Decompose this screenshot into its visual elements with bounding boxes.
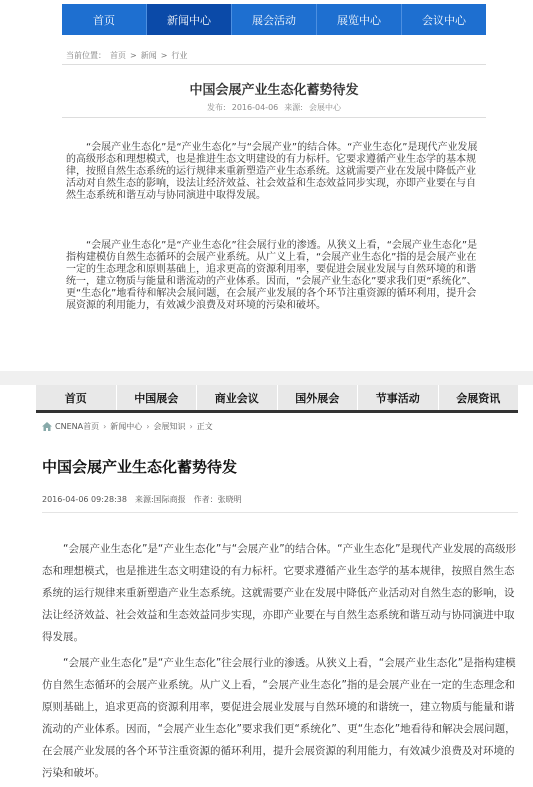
top-nav-exhibition[interactable]: 展览中心 bbox=[317, 4, 402, 35]
nav-home[interactable]: 首页 bbox=[36, 385, 117, 410]
article-meta bbox=[62, 102, 486, 113]
home-icon bbox=[42, 422, 52, 431]
article-title: 中国会展产业生态化蓄势待发 bbox=[189, 83, 359, 98]
breadcrumb-home-link[interactable]: CNENA首页 bbox=[55, 422, 100, 431]
chevron-right-icon: › bbox=[103, 422, 107, 431]
nav-china-exhibitions[interactable]: 中国展会 bbox=[117, 385, 198, 410]
top-nav-news[interactable]: 新闻中心 bbox=[147, 4, 232, 35]
nav-exhibition-news[interactable]: 会展资讯 bbox=[456, 391, 501, 405]
breadcrumb-news-link[interactable]: 新闻 bbox=[140, 51, 157, 60]
source-value: 会展中心 bbox=[308, 103, 341, 112]
chevron-right-icon: › bbox=[146, 422, 150, 431]
breadcrumb-separator: > bbox=[160, 51, 168, 60]
top-nav bbox=[62, 4, 486, 35]
header-band bbox=[0, 371, 533, 385]
top-nav-home[interactable]: 首页 bbox=[62, 4, 147, 35]
breadcrumb-separator: > bbox=[130, 51, 137, 60]
breadcrumb-home-link[interactable]: 首页 bbox=[110, 51, 126, 60]
chevron-right-icon: › bbox=[189, 422, 193, 431]
divider bbox=[62, 64, 486, 65]
divider bbox=[62, 117, 486, 118]
top-nav-events[interactable]: 展会活动 bbox=[232, 4, 317, 35]
breadcrumb-2 bbox=[42, 421, 213, 432]
divider bbox=[42, 512, 518, 513]
breadcrumb-prefix: 当前位置： bbox=[66, 51, 106, 60]
main-nav bbox=[36, 385, 518, 413]
publish-label: 发布: bbox=[207, 103, 226, 112]
article-meta-2 bbox=[42, 494, 250, 505]
nav-business-meetings[interactable]: 商业会议 bbox=[197, 385, 278, 410]
breadcrumb bbox=[66, 50, 191, 61]
nav-festival-events[interactable]: 节事活动 bbox=[358, 385, 439, 410]
publish-datetime: 2016-04-06 09:28:38 bbox=[42, 495, 127, 504]
nav-foreign-exhibitions[interactable]: 国外展会 bbox=[278, 385, 359, 410]
article-paragraph: “会展产业生态化”是“产业生态化”与“会展产业”的结合体。“产业生态化”是现代产业发展的高级形态和理想模式，也是推进生态文明建设的有力标杆。它要求遵循产业生态学的基本规律，按照自然生态系统的运行规律来重新塑造产业生态系统。这就需要产业在发展中降低产业活动对自然生态的影响，设法让经济效益、社会效益和生态效益同步实现，亦即产业要在与自然生态系统和谐互动与协同演进中取得发展。 bbox=[66, 142, 478, 201]
article-paragraph: “会展产业生态化”是“产业生态化”与“会展产业”的结合体。“产业生态化”是现代产业发展的高级形态和理想模式，也是推进生态文明建设的有力标杆。它要求遵循产业生态学的基本规律，按照自然生态系统的运行规律来重新塑造产业生态系统。这就需要产业在发展中降低产业活动对自然生态的影响，设法让经济效益、社会效益和生态效益同步实现，亦即产业要在与自然生态系统和谐互动与协同演进中取得发展。 bbox=[42, 543, 517, 643]
author-value: 作者：张晓明 bbox=[193, 495, 242, 504]
article-title-2: 中国会展产业生态化蓄势待发 bbox=[42, 458, 238, 476]
article-paragraph: “会展产业生态化”是“产业生态化”往会展行业的渗透。从狭义上看，“会展产业生态化”是指构建模仿自然生态循环的会展产业系统。从广义上看，“会展产业生态化”指的是会展产业在一定的生态理念和原则基础上，追求更高的资源利用率，要促进会展业发展与自然环境的和谐统一，建立物质与能量和谐流动的产业体系。因而，“会展产业生态化”要求我们更“系统化”、更“生态化”地看待和解决会展问题，在会展产业发展的各个环节注重资源的循环利用，提升会展资源的利用能力，有效减少浪费及对环境的污染和破坏。 bbox=[66, 240, 478, 311]
breadcrumb-current: 正文 bbox=[196, 422, 213, 431]
breadcrumb-knowledge-link[interactable]: 会展知识 bbox=[153, 422, 186, 431]
article-paragraph: “会展产业生态化”是“产业生态化”往会展行业的渗透。从狭义上看，“会展产业生态化”是指构建模仿自然生态循环的会展产业系统。从广义上看，“会展产业生态化”指的是会展产业在一定的生态理念和原则基础上，追求更高的资源利用率，要促进会展业发展与自然环境的和谐统一，建立物质与能量和谐流动的产业体系。因而，“会展产业生态化”要求我们更“系统化”、更“生态化”地看待和解决会展问题，在会展产业发展的各个环节注重资源的循环利用，提升会展资源的利用能力，有效减少浪费及对环境的污染和破坏。 bbox=[42, 657, 516, 779]
source-label: 来源: bbox=[284, 103, 303, 112]
breadcrumb-news-center-link[interactable]: 新闻中心 bbox=[110, 422, 143, 431]
top-nav-conference[interactable]: 会议中心 bbox=[402, 4, 486, 35]
publish-date: 2016-04-06 bbox=[231, 103, 279, 112]
breadcrumb-industry-link[interactable]: 行业 bbox=[171, 51, 188, 60]
source-value: 来源:国际商报 bbox=[134, 495, 186, 504]
